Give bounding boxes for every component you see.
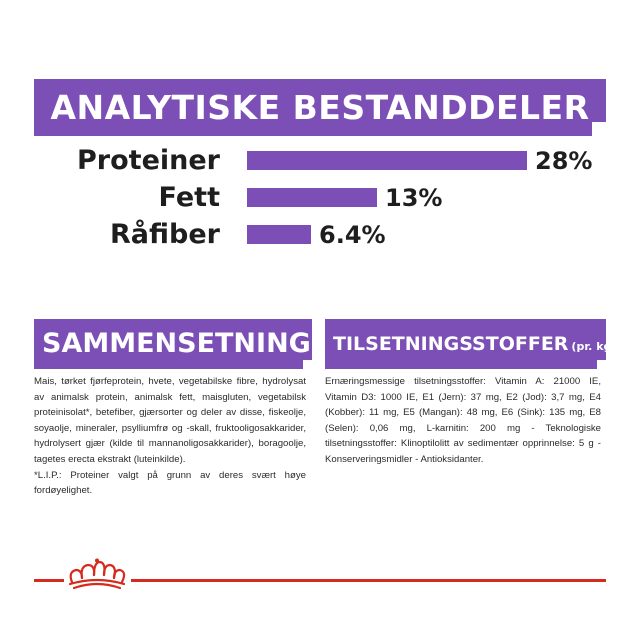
analysis-title: ANALYTISKE BESTANDDELER bbox=[50, 88, 590, 127]
additives-header bbox=[325, 319, 617, 369]
composition-text-block bbox=[34, 374, 306, 499]
fiber-bar bbox=[247, 225, 311, 244]
fiber-value: 6.4% bbox=[319, 221, 386, 249]
additives-subtitle: (pr. kg) bbox=[571, 340, 617, 353]
composition-footnote: *L.I.P.: Proteiner valgt på grunn av deres svært høye fordøyelighet. bbox=[34, 469, 306, 497]
fiber-label: Råfiber bbox=[110, 219, 220, 250]
additives-title: TILSETNINGSSTOFFER bbox=[333, 333, 569, 355]
additives-text: Ernæringsmessige tilsetningsstoffer: Vitamin A: 21000 IE, Vitamin D3: 1000 IE, E1 (Jern): 37 mg, E2 (Jod): 3,7 mg, E4 (Kobber): 11 mg, E5 (Mangan): 48 mg, E6 (Sink): 135 mg, E8 (Selen): 0,06 mg, L-karnitin: 200 mg - Teknologiske tilsetningsstoffer: Klinoptilolitt av sedimentær opprinnelse: 5 g - Konserveringsmidler - Antioksidanter. bbox=[325, 376, 601, 465]
footer-line-right bbox=[131, 579, 606, 582]
protein-label: Proteiner bbox=[77, 145, 220, 176]
footer-line-left bbox=[34, 579, 64, 582]
composition-notch bbox=[303, 360, 312, 369]
protein-value: 28% bbox=[535, 147, 593, 175]
fat-value: 13% bbox=[385, 184, 443, 212]
fat-label: Fett bbox=[158, 182, 220, 213]
composition-text: Mais, tørket fjørfeprotein, hvete, vegetabilske fibre, hydrolysat av animalsk protein, animalsk fett, maisgluten, vegetabilsk proteinisolat*, betefiber, gjærsorter og deler av disse, fiskeolje, soyaolje, mineraler, psylliumfrø og -skall, fruktooligosakkarider, hydrolysert gjær (kilde til mannanoligosakkarider), boragoolje, tagetes erecta ekstrakt (luteinkilde). bbox=[34, 376, 306, 465]
banner-notch bbox=[592, 122, 606, 136]
additives-title-wrap bbox=[333, 319, 616, 369]
composition-title: SAMMENSETNING bbox=[42, 328, 311, 359]
crown-icon bbox=[64, 558, 130, 592]
composition-header bbox=[34, 319, 312, 369]
analysis-banner bbox=[34, 79, 606, 136]
additives-notch bbox=[597, 360, 606, 369]
protein-bar bbox=[247, 151, 527, 170]
fat-bar bbox=[247, 188, 377, 207]
